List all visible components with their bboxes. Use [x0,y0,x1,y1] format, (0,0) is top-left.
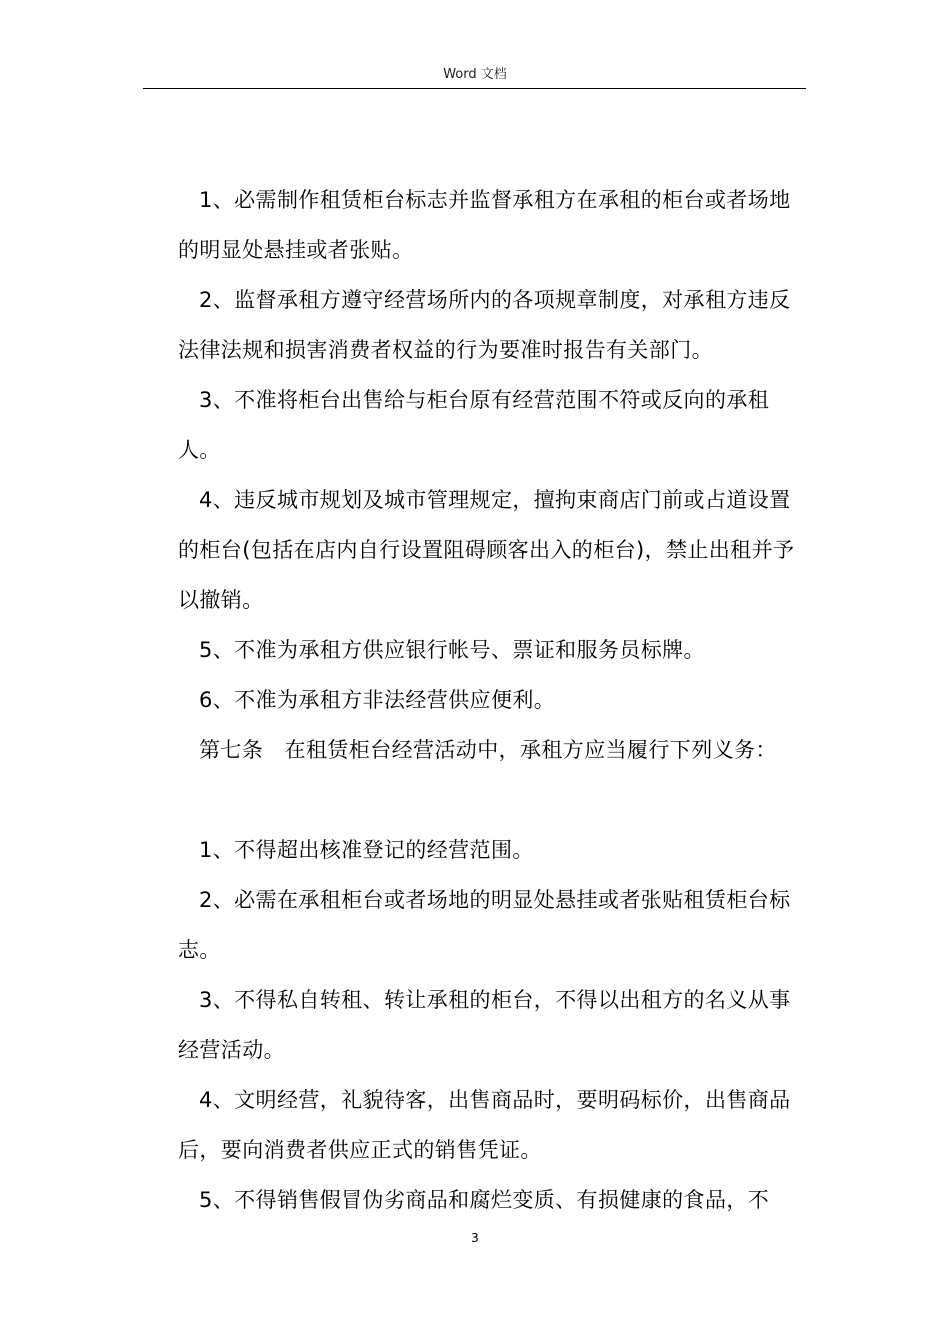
paragraph-7: 1、不得超出核准登记的经营范围。 [199,838,534,862]
paragraph-8: 2、必需在承租柜台或者场地的明显处悬挂或者张贴租赁柜台标志。 [178,888,791,962]
article-seven-heading: 第七条 在租赁柜台经营活动中，承租方应当履行下列义务： [199,738,777,762]
paragraph-9: 3、不得私自转租、转让承租的柜台，不得以出租方的名义从事经营活动。 [178,988,791,1062]
header-divider [143,88,806,89]
paragraph-4: 4、违反城市规划及城市管理规定，擅拘束商店门前或占道设置的柜台(包括在店内自行设置阻碍顾客出入的柜台)，禁止出租并予以撤销。 [178,488,795,612]
paragraph-1: 1、必需制作租赁柜台标志并监督承租方在承租的柜台或者场地的明显处悬挂或者张贴。 [178,188,791,262]
document-body [178,175,796,1225]
paragraph-10: 4、文明经营，礼貌待客，出售商品时，要明码标价，出售商品后，要向消费者供应正式的销售凭证。 [178,1088,791,1162]
paragraph-5: 5、不准为承租方供应银行帐号、票证和服务员标牌。 [199,638,705,662]
page-header-title: Word 文档 [443,67,507,82]
paragraph-2: 2、监督承租方遵守经营场所内的各项规章制度，对承租方违反法律法规和损害消费者权益的行为要准时报告有关部门。 [178,288,791,362]
paragraph-3: 3、不准将柜台出售给与柜台原有经营范围不符或反向的承租人。 [178,388,770,462]
page-number: 3 [471,1231,479,1245]
paragraph-11: 5、不得销售假冒伪劣商品和腐烂变质、有损健康的食品，不 [199,1188,770,1212]
paragraph-6: 6、不准为承租方非法经营供应便利。 [199,688,556,712]
